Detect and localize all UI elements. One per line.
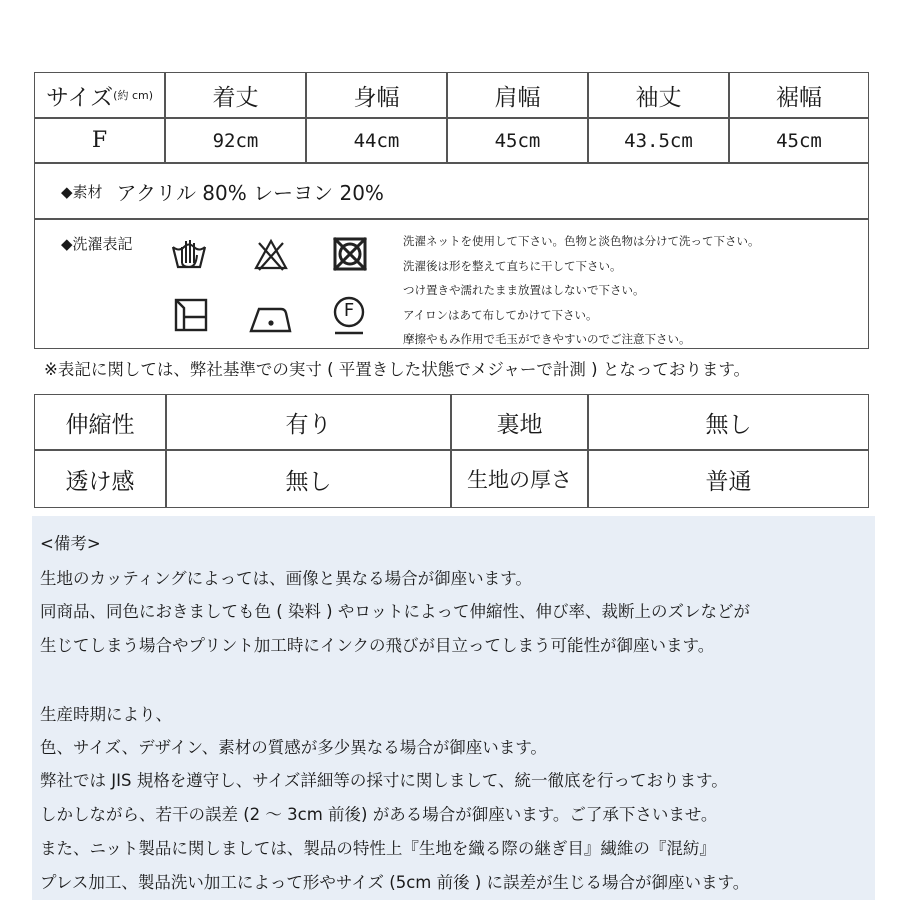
column-header-length: 着丈 — [212, 84, 259, 111]
size-header-cell — [35, 73, 164, 117]
remarks-panel — [32, 516, 875, 900]
remarks-line: 生地のカッティングによっては、画像と異なる場合が御座います。 — [40, 569, 532, 588]
care-instructions — [403, 229, 760, 352]
dry-clean-letter: F — [343, 300, 355, 321]
no-bleach-icon — [253, 237, 289, 273]
material-label: ◆素材 — [61, 182, 103, 201]
measurement-note: ※表記に関しては、弊社基準での実寸 ( 平置きした状態でメジャーで計測 ) となっております。 — [44, 360, 751, 379]
value-sleeve: 43.5cm — [624, 129, 693, 152]
lining-label: 裏地 — [496, 411, 543, 438]
lining-value: 無し — [705, 411, 752, 438]
care-label: ◆洗濯表記 — [61, 235, 133, 253]
thickness-label: 生地の厚さ — [467, 468, 572, 492]
dry-clean-f-icon — [331, 295, 367, 337]
remarks-line: 生産時期により、 — [40, 705, 172, 724]
remarks-heading: <備考> — [40, 534, 101, 553]
value-width: 44cm — [353, 129, 400, 152]
stretch-value: 有り — [285, 411, 332, 438]
remarks-line: 弊社では JIS 規格を遵守し、サイズ詳細等の採寸に関しまして、統一徹底を行っております。 — [40, 771, 728, 790]
hand-wash-icon — [169, 233, 209, 273]
sheerness-label: 透け感 — [65, 468, 135, 495]
thickness-value: 普通 — [705, 468, 752, 495]
value-length: 92cm — [212, 129, 259, 152]
value-shoulder: 45cm — [494, 129, 541, 152]
sheerness-value: 無し — [285, 468, 332, 495]
property-table — [34, 394, 869, 508]
column-header-shoulder: 肩幅 — [494, 84, 541, 111]
size-unit: (約 cm) — [113, 89, 153, 102]
no-tumble-dry-icon — [331, 235, 369, 273]
value-hem: 45cm — [776, 129, 822, 152]
shade-dry-icon — [173, 297, 209, 333]
remarks-line: プレス加工、製品洗い加工によって形やサイズ (5cm 前後 ) に誤差が生じる場合が御座います。 — [40, 873, 750, 892]
care-instruction: つけ置きや濡れたまま放置はしないで下さい。 — [403, 283, 645, 298]
care-instruction: 洗濯ネットを使用して下さい。色物と淡色物は分けて洗って下さい。 — [403, 234, 760, 248]
material-row — [61, 164, 384, 218]
remarks-line: 生じてしまう場合やプリント加工時にインクの飛びが目立ってしまう可能性が御座います。 — [40, 636, 715, 655]
column-header-sleeve: 袖丈 — [635, 84, 682, 111]
material-value: アクリル 80% レーヨン 20% — [116, 180, 384, 205]
care-instruction: 洗濯後は形を整えて直ちに干して下さい。 — [403, 258, 622, 273]
stretch-label: 伸縮性 — [65, 411, 135, 438]
remarks-line: 同商品、同色におきましても色 ( 染料 ) やロットによって伸縮性、伸び率、裁断上のズレなどが — [40, 602, 751, 621]
care-instruction: アイロンはあて布してかけて下さい。 — [403, 307, 598, 322]
column-header-width: 身幅 — [353, 84, 400, 111]
care-instruction: 摩擦やもみ作用で毛玉ができやすいのでご注意下さい。 — [403, 332, 691, 347]
remarks-line: また、ニット製品に関しましては、製品の特性上『生地を織る際の継ぎ目』繊維の『混紡』 — [40, 839, 716, 858]
remarks-line: 色、サイズ、デザイン、素材の質感が多少異なる場合が御座います。 — [40, 738, 547, 757]
size-value: F — [91, 128, 108, 153]
size-table — [34, 72, 869, 349]
column-header-hem: 裾幅 — [776, 84, 822, 111]
low-iron-icon — [247, 299, 293, 335]
remarks-line: しかしながら、若干の誤差 (2 ～ 3cm 前後) がある場合が御座います。ご了承下さいませ。 — [40, 805, 718, 824]
size-label: サイズ — [45, 84, 114, 111]
